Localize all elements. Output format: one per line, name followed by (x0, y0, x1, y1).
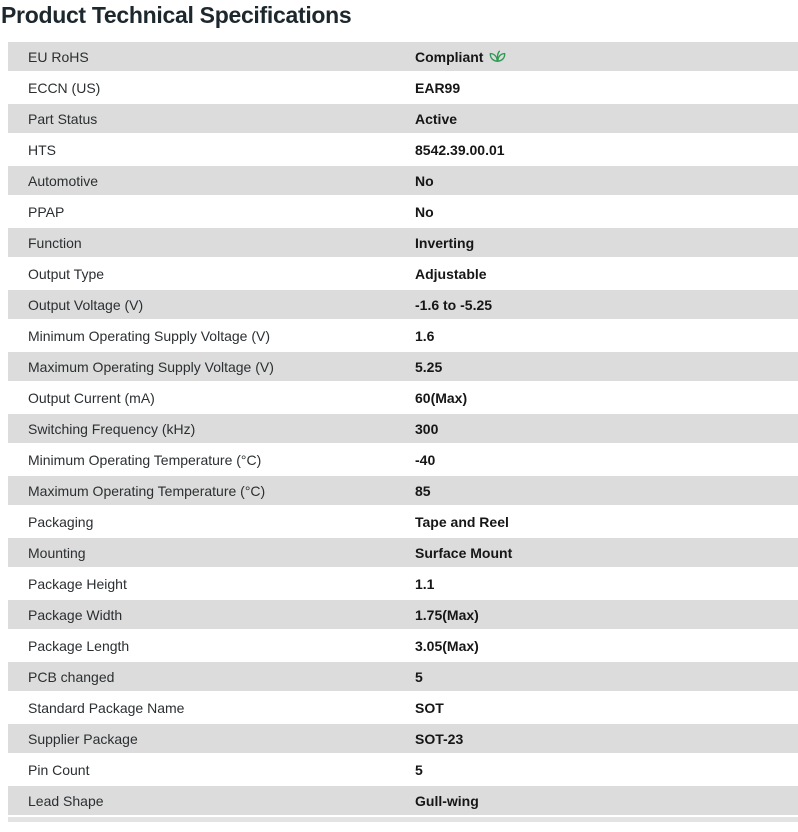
spec-value-text: 1.1 (415, 575, 435, 592)
spec-value-text: Adjustable (415, 265, 487, 282)
table-row (8, 321, 798, 350)
table-row (8, 259, 798, 288)
spec-value (415, 235, 798, 251)
spec-label: Supplier Package (28, 730, 138, 747)
table-row (8, 538, 798, 567)
spec-value (415, 607, 798, 623)
spec-label: Output Type (28, 265, 105, 282)
spec-value-text: Tape and Reel (415, 513, 509, 530)
spec-label: Lead Shape (28, 792, 104, 809)
spec-label: Package Width (28, 606, 123, 623)
table-row (8, 631, 798, 660)
spec-value-text: 1.6 (415, 327, 435, 344)
table-row (8, 228, 798, 257)
spec-label: Automotive (28, 172, 99, 189)
spec-value-text: Inverting (415, 234, 475, 251)
spec-value-text: 85 (415, 482, 431, 499)
spec-value (415, 359, 798, 375)
table-bottom-edge (8, 817, 798, 822)
spec-label: EU RoHS (28, 48, 89, 65)
spec-value-text: 60(Max) (415, 389, 468, 406)
spec-value-text: -40 (415, 451, 436, 468)
spec-label: Packaging (28, 513, 94, 530)
table-row (8, 414, 798, 443)
spec-value-text: 8542.39.00.01 (415, 141, 505, 158)
spec-value (415, 421, 798, 437)
spec-label: Maximum Operating Temperature (°C) (28, 482, 266, 499)
table-row (8, 445, 798, 474)
spec-value-text: Compliant (415, 48, 484, 65)
table-row (8, 662, 798, 691)
table-row (8, 693, 798, 722)
spec-value (415, 266, 798, 282)
spec-label: Pin Count (28, 761, 90, 778)
spec-value-text: No (415, 172, 434, 189)
spec-value (415, 638, 798, 654)
table-row (8, 290, 798, 319)
spec-value (415, 576, 798, 592)
spec-label: Package Height (28, 575, 127, 592)
page-title: Product Technical Specifications (1, 2, 352, 28)
table-row (8, 352, 798, 381)
spec-value (415, 793, 798, 809)
table-row (8, 755, 798, 784)
spec-label: ECCN (US) (28, 79, 101, 96)
spec-value-text: Surface Mount (415, 544, 513, 561)
spec-value-text: Gull-wing (415, 792, 479, 809)
spec-label: Output Current (mA) (28, 389, 155, 406)
spec-value-text: SOT (415, 699, 444, 716)
table-row (8, 569, 798, 598)
spec-label: PPAP (28, 203, 65, 220)
spec-label: Function (28, 234, 82, 251)
spec-value (415, 514, 798, 530)
table-row (8, 600, 798, 629)
spec-label: Part Status (28, 110, 98, 127)
spec-label: Standard Package Name (28, 699, 185, 716)
spec-value (415, 390, 798, 406)
spec-value-text: SOT-23 (415, 730, 464, 747)
table-row (8, 135, 798, 164)
spec-value-text: No (415, 203, 434, 220)
spec-label: Mounting (28, 544, 86, 561)
spec-value (415, 700, 798, 716)
spec-label: Package Length (28, 637, 130, 654)
spec-label: HTS (28, 141, 56, 158)
spec-value (415, 204, 798, 220)
spec-value-text: 1.75(Max) (415, 606, 479, 623)
table-row (8, 166, 798, 195)
spec-label: Output Voltage (V) (28, 296, 144, 313)
spec-value (415, 669, 798, 685)
rohs-leaf-icon (489, 49, 506, 64)
spec-value (415, 173, 798, 189)
spec-value-text: Active (415, 110, 458, 127)
table-row (8, 724, 798, 753)
table-row (8, 507, 798, 536)
table-row (8, 383, 798, 412)
table-row (8, 786, 798, 815)
spec-value (415, 545, 798, 561)
spec-value-text: EAR99 (415, 79, 461, 96)
table-row (8, 476, 798, 505)
spec-value (415, 142, 798, 158)
spec-label: Switching Frequency (kHz) (28, 420, 196, 437)
spec-table (8, 42, 798, 815)
spec-value (415, 452, 798, 468)
spec-value-text: 300 (415, 420, 439, 437)
spec-value (415, 80, 798, 96)
spec-value-text: -1.6 to -5.25 (415, 296, 493, 313)
spec-value (415, 297, 798, 313)
table-row (8, 42, 798, 71)
spec-label: PCB changed (28, 668, 115, 685)
spec-value (415, 328, 798, 344)
table-row (8, 104, 798, 133)
spec-value (415, 49, 798, 65)
spec-value (415, 762, 798, 778)
spec-value (415, 731, 798, 747)
spec-value (415, 483, 798, 499)
spec-value (415, 111, 798, 127)
spec-value-text: 5.25 (415, 358, 443, 375)
spec-label: Minimum Operating Temperature (°C) (28, 451, 262, 468)
spec-value-text: 3.05(Max) (415, 637, 479, 654)
spec-value-text: 5 (415, 668, 423, 685)
table-row (8, 197, 798, 226)
spec-value-text: 5 (415, 761, 423, 778)
spec-label: Maximum Operating Supply Voltage (V) (28, 358, 274, 375)
spec-label: Minimum Operating Supply Voltage (V) (28, 327, 270, 344)
table-row (8, 73, 798, 102)
